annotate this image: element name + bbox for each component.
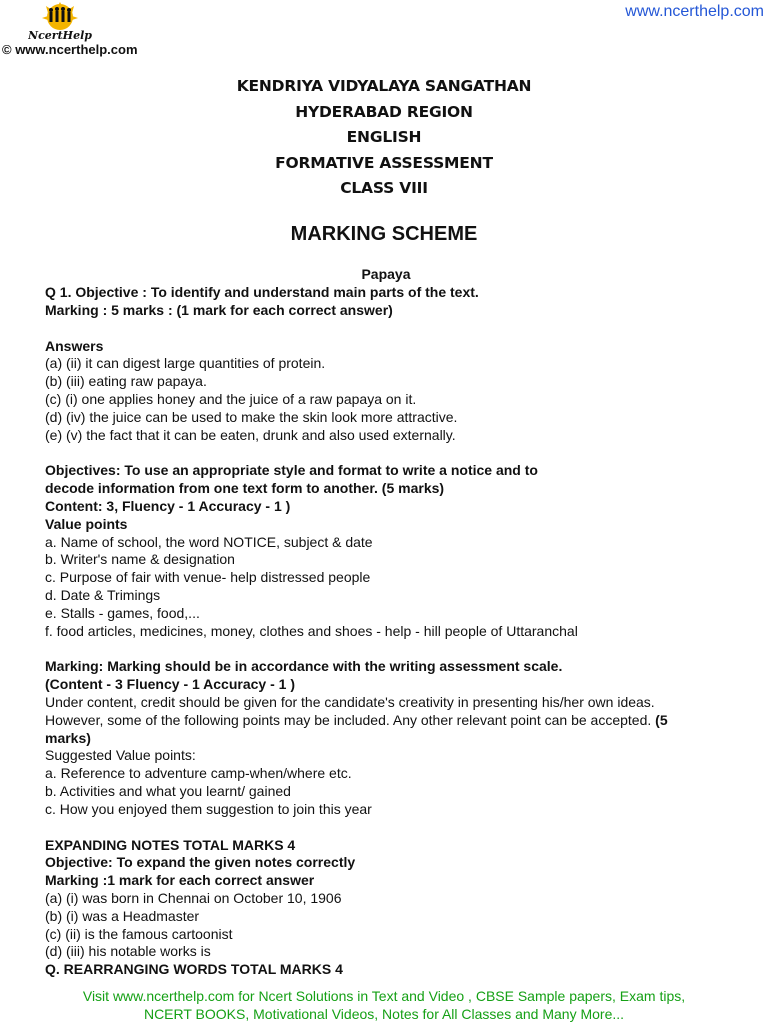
- writing-marking-line: Marking: Marking should be in accordance with the writing assessment scale.: [45, 658, 563, 675]
- list-item: (b) (iii) eating raw papaya.: [45, 373, 207, 390]
- section-subtitle: Papaya: [361, 266, 411, 282]
- list-item: (d) (iii) his notable works is: [45, 943, 211, 960]
- list-item: c. How you enjoyed them suggestion to join this year: [45, 800, 372, 817]
- footer-line1[interactable]: Visit www.ncerthelp.com for Ncert Solutions in Text and Video , CBSE Sample papers, Exam tips,: [82, 988, 686, 1004]
- list-item: b. Activities and what you learnt/ gained: [45, 782, 291, 799]
- list-item: (c) (ii) is the famous cartoonist: [45, 925, 233, 942]
- ncerthelp-logo: [28, 2, 92, 42]
- expanding-objective: Objective: To expand the given notes correctly: [45, 854, 356, 871]
- heading-line-class: CLASS VIII: [340, 179, 428, 197]
- writing-content-line: (Content - 3 Fluency - 1 Accuracy - 1 ): [45, 676, 295, 693]
- site-link[interactable]: www.ncerthelp.com: [625, 3, 764, 20]
- list-item: a. Name of school, the word NOTICE, subject & date: [45, 533, 373, 550]
- writing-suggested-heading: Suggested Value points:: [45, 747, 196, 764]
- list-item: b. Writer's name & designation: [45, 551, 235, 568]
- notice-objective-line2: decode information from one text form to another. (5 marks): [45, 480, 445, 497]
- list-item: (a) (ii) it can digest large quantities of protein.: [45, 355, 326, 372]
- promo-footer: [0, 988, 768, 1023]
- footer-line2[interactable]: NCERT BOOKS, Motivational Videos, Notes for All Classes and Many More...: [143, 1005, 625, 1022]
- list-item: (b) (i) was a Headmaster: [45, 907, 200, 924]
- heading-line-region: HYDERABAD REGION: [295, 102, 473, 121]
- writing-however-marks-b: marks): [45, 729, 91, 746]
- logo-text: NcertHelp: [28, 29, 92, 42]
- marking-scheme-body: [45, 284, 735, 979]
- notice-objective-line1: Objectives: To use an appropriate style and format to write a notice and to: [45, 462, 538, 479]
- list-item: c. Purpose of fair with venue- help distressed people: [45, 569, 371, 586]
- writing-under-content: Under content, credit should be given for the candidate's creativity in presenting his/her own ideas.: [45, 693, 655, 710]
- heading-line-subject: ENGLISH: [346, 128, 422, 146]
- q1-objective: Q 1. Objective : To identify and understand main parts of the text.: [45, 284, 479, 300]
- list-item: f. food articles, medicines, money, clothes and shoes - help - hill people of Uttaranchal: [45, 622, 578, 639]
- q1-answers-heading: Answers: [45, 337, 104, 354]
- list-item: (c) (i) one applies honey and the juice of a raw papaya on it.: [45, 390, 417, 407]
- list-item: d. Date & Trimings: [45, 586, 161, 603]
- list-item: (a) (i) was born in Chennai on October 10, 1906: [45, 889, 342, 906]
- q1-marking: Marking : 5 marks : (1 mark for each correct answer): [45, 301, 393, 318]
- list-item: e. Stalls - games, food,...: [45, 604, 200, 621]
- heading-line-organisation: KENDRIYA VIDYALAYA SANGATHAN: [236, 77, 532, 95]
- copyright-text: © www.ncerthelp.com: [2, 42, 138, 57]
- page-title: MARKING SCHEME: [290, 223, 478, 245]
- expanding-marking: Marking :1 mark for each correct answer: [45, 872, 315, 889]
- expanding-heading: EXPANDING NOTES TOTAL MARKS 4: [45, 836, 296, 853]
- heading-line-assessment: FORMATIVE ASSESSMENT: [275, 153, 493, 172]
- writing-however-paragraph: [45, 712, 735, 730]
- list-item: (d) (iv) the juice can be used to make the skin look more attractive.: [45, 408, 458, 425]
- list-item: (e) (v) the fact that it can be eaten, drunk and also used externally.: [45, 426, 456, 443]
- list-item: a. Reference to adventure camp-when/where etc.: [45, 765, 352, 782]
- notice-content-line: Content: 3, Fluency - 1 Accuracy - 1 ): [45, 497, 291, 514]
- notice-value-points-heading: Value points: [45, 515, 128, 532]
- document-heading: [0, 74, 768, 202]
- rearranging-heading: Q. REARRANGING WORDS TOTAL MARKS 4: [45, 961, 343, 978]
- writing-however-marks-a: (5: [655, 711, 668, 728]
- writing-however-text: However, some of the following points may be included. Any other relevant point can be accepted.: [45, 711, 652, 728]
